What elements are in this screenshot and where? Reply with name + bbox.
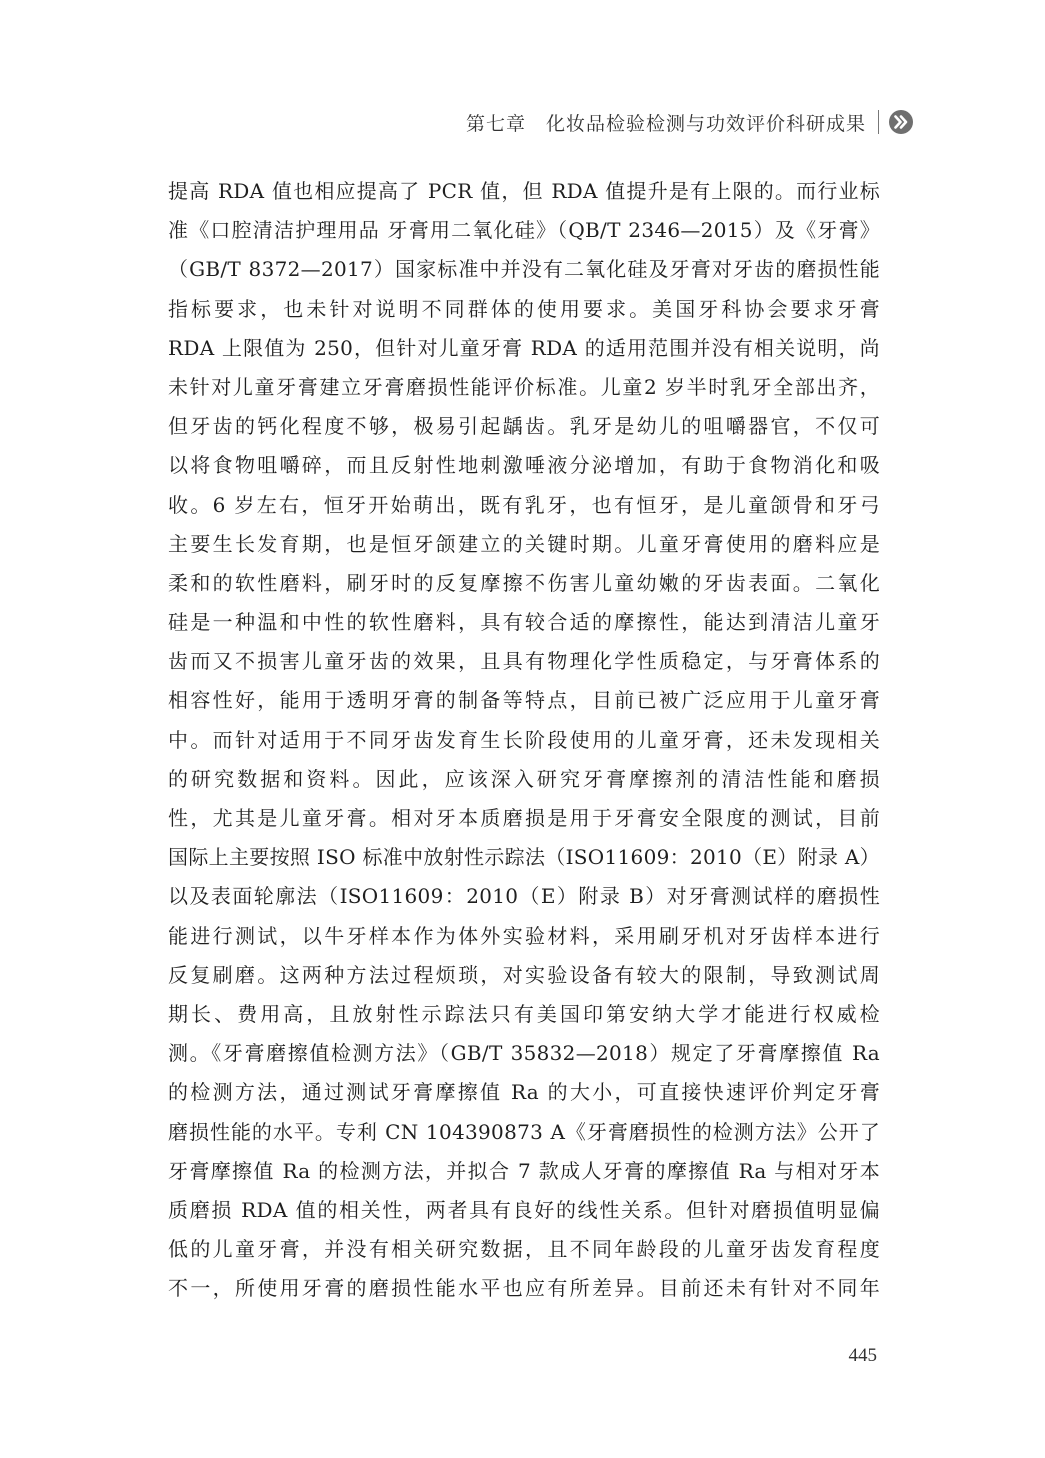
- text-line: 质磨损 RDA 值的相关性，两者具有良好的线性关系。但针对磨损值明显偏: [168, 1197, 880, 1222]
- text-line: （GB/T 8372—2017）国家标准中并没有二氧化硅及牙膏对牙齿的磨损性能: [168, 257, 880, 282]
- text-line: 相容性好，能用于透明牙膏的制备等特点，目前已被广泛应用于儿童牙膏: [168, 688, 880, 713]
- text-line: 齿而又不损害儿童牙齿的效果，且具有物理化学性质稳定，与牙膏体系的: [168, 649, 880, 674]
- text-line: 性，尤其是儿童牙膏。相对牙本质磨损是用于牙膏安全限度的测试，目前: [168, 806, 880, 830]
- text-line: 牙膏摩擦值 Ra 的检测方法，并拟合 7 款成人牙膏的摩擦值 Ra 与相对牙本: [168, 1158, 880, 1183]
- text-line: 主要生长发育期，也是恒牙颌建立的关键时期。儿童牙膏使用的磨料应是: [168, 531, 880, 556]
- text-line: 磨损性能的水平。专利 CN 104390873 A《牙膏磨损性的检测方法》公开了: [168, 1119, 880, 1144]
- text-line: 测。《牙膏磨擦值检测方法》（GB/T 35832—2018）规定了牙膏摩擦值 Ra: [168, 1041, 880, 1066]
- text-line: 柔和的软性磨料，刷牙时的反复摩擦不伤害儿童幼嫩的牙齿表面。二氧化: [168, 570, 880, 595]
- text-line: 的检测方法，通过测试牙膏摩擦值 Ra 的大小，可直接快速评价判定牙膏: [168, 1080, 880, 1105]
- text-line: 未针对儿童牙膏建立牙膏磨损性能评价标准。儿童2 岁半时乳牙全部出齐，: [168, 374, 880, 399]
- text-line: 能进行测试，以牛牙样本作为体外实验材料，采用刷牙机对牙齿样本进行: [168, 923, 880, 948]
- text-line: 准《口腔清洁护理用品 牙膏用二氧化硅》（QB/T 2346—2015）及《牙膏》: [168, 218, 880, 243]
- chapter-title: 化妆品检验检测与功效评价科研成果: [545, 112, 866, 135]
- text-line: 低的儿童牙膏，并没有相关研究数据，且不同年龄段的儿童牙齿发育程度: [168, 1237, 880, 1262]
- page-number: 445: [848, 1345, 877, 1366]
- double-chevron-right-icon: [889, 110, 913, 134]
- text-line: 收。6 岁左右，恒牙开始萌出，既有乳牙，也有恒牙，是儿童颌骨和牙弓: [168, 492, 880, 517]
- text-line: 以将食物咀嚼碎，而且反射性地刺激唾液分泌增加，有助于食物消化和吸: [168, 453, 880, 478]
- chapter-number: 第七章: [465, 112, 526, 135]
- text-line: RDA 上限值为 250，但针对儿童牙膏 RDA 的适用范围并没有相关说明，尚: [168, 335, 880, 360]
- running-header: [466, 104, 913, 140]
- text-line: 不一，所使用牙膏的磨损性能水平也应有所差异。目前还未有针对不同年: [168, 1276, 880, 1301]
- text-line: 国际上主要按照 ISO 标准中放射性示踪法（ISO11609：2010（E）附录 A）: [168, 845, 880, 870]
- text-line: 中。而针对适用于不同牙齿发育生长阶段使用的儿童牙膏，还未发现相关: [168, 727, 880, 752]
- header-divider: [878, 110, 879, 134]
- body-text: [168, 172, 880, 1308]
- text-line: 但牙齿的钙化程度不够，极易引起龋齿。乳牙是幼儿的咀嚼器官，不仅可: [168, 414, 880, 439]
- text-line: 期长、费用高，且放射性示踪法只有美国印第安纳大学才能进行权威检: [168, 1001, 880, 1026]
- text-line: 提高 RDA 值也相应提高了 PCR 值，但 RDA 值提升是有上限的。而行业标: [168, 179, 880, 203]
- text-line: 以及表面轮廓法（ISO11609：2010（E）附录 B）对牙膏测试样的磨损性: [168, 884, 880, 909]
- text-line: 反复刷磨。这两种方法过程烦琐，对实验设备有较大的限制，导致测试周: [168, 962, 880, 987]
- text-line: 指标要求，也未针对说明不同群体的使用要求。美国牙科协会要求牙膏: [168, 296, 880, 321]
- chapter-header-title: [466, 109, 866, 136]
- text-line: 的研究数据和资料。因此，应该深入研究牙膏摩擦剂的清洁性能和磨损: [168, 766, 880, 791]
- text-line: 硅是一种温和中性的软性磨料，具有较合适的摩擦性，能达到清洁儿童牙: [168, 610, 880, 635]
